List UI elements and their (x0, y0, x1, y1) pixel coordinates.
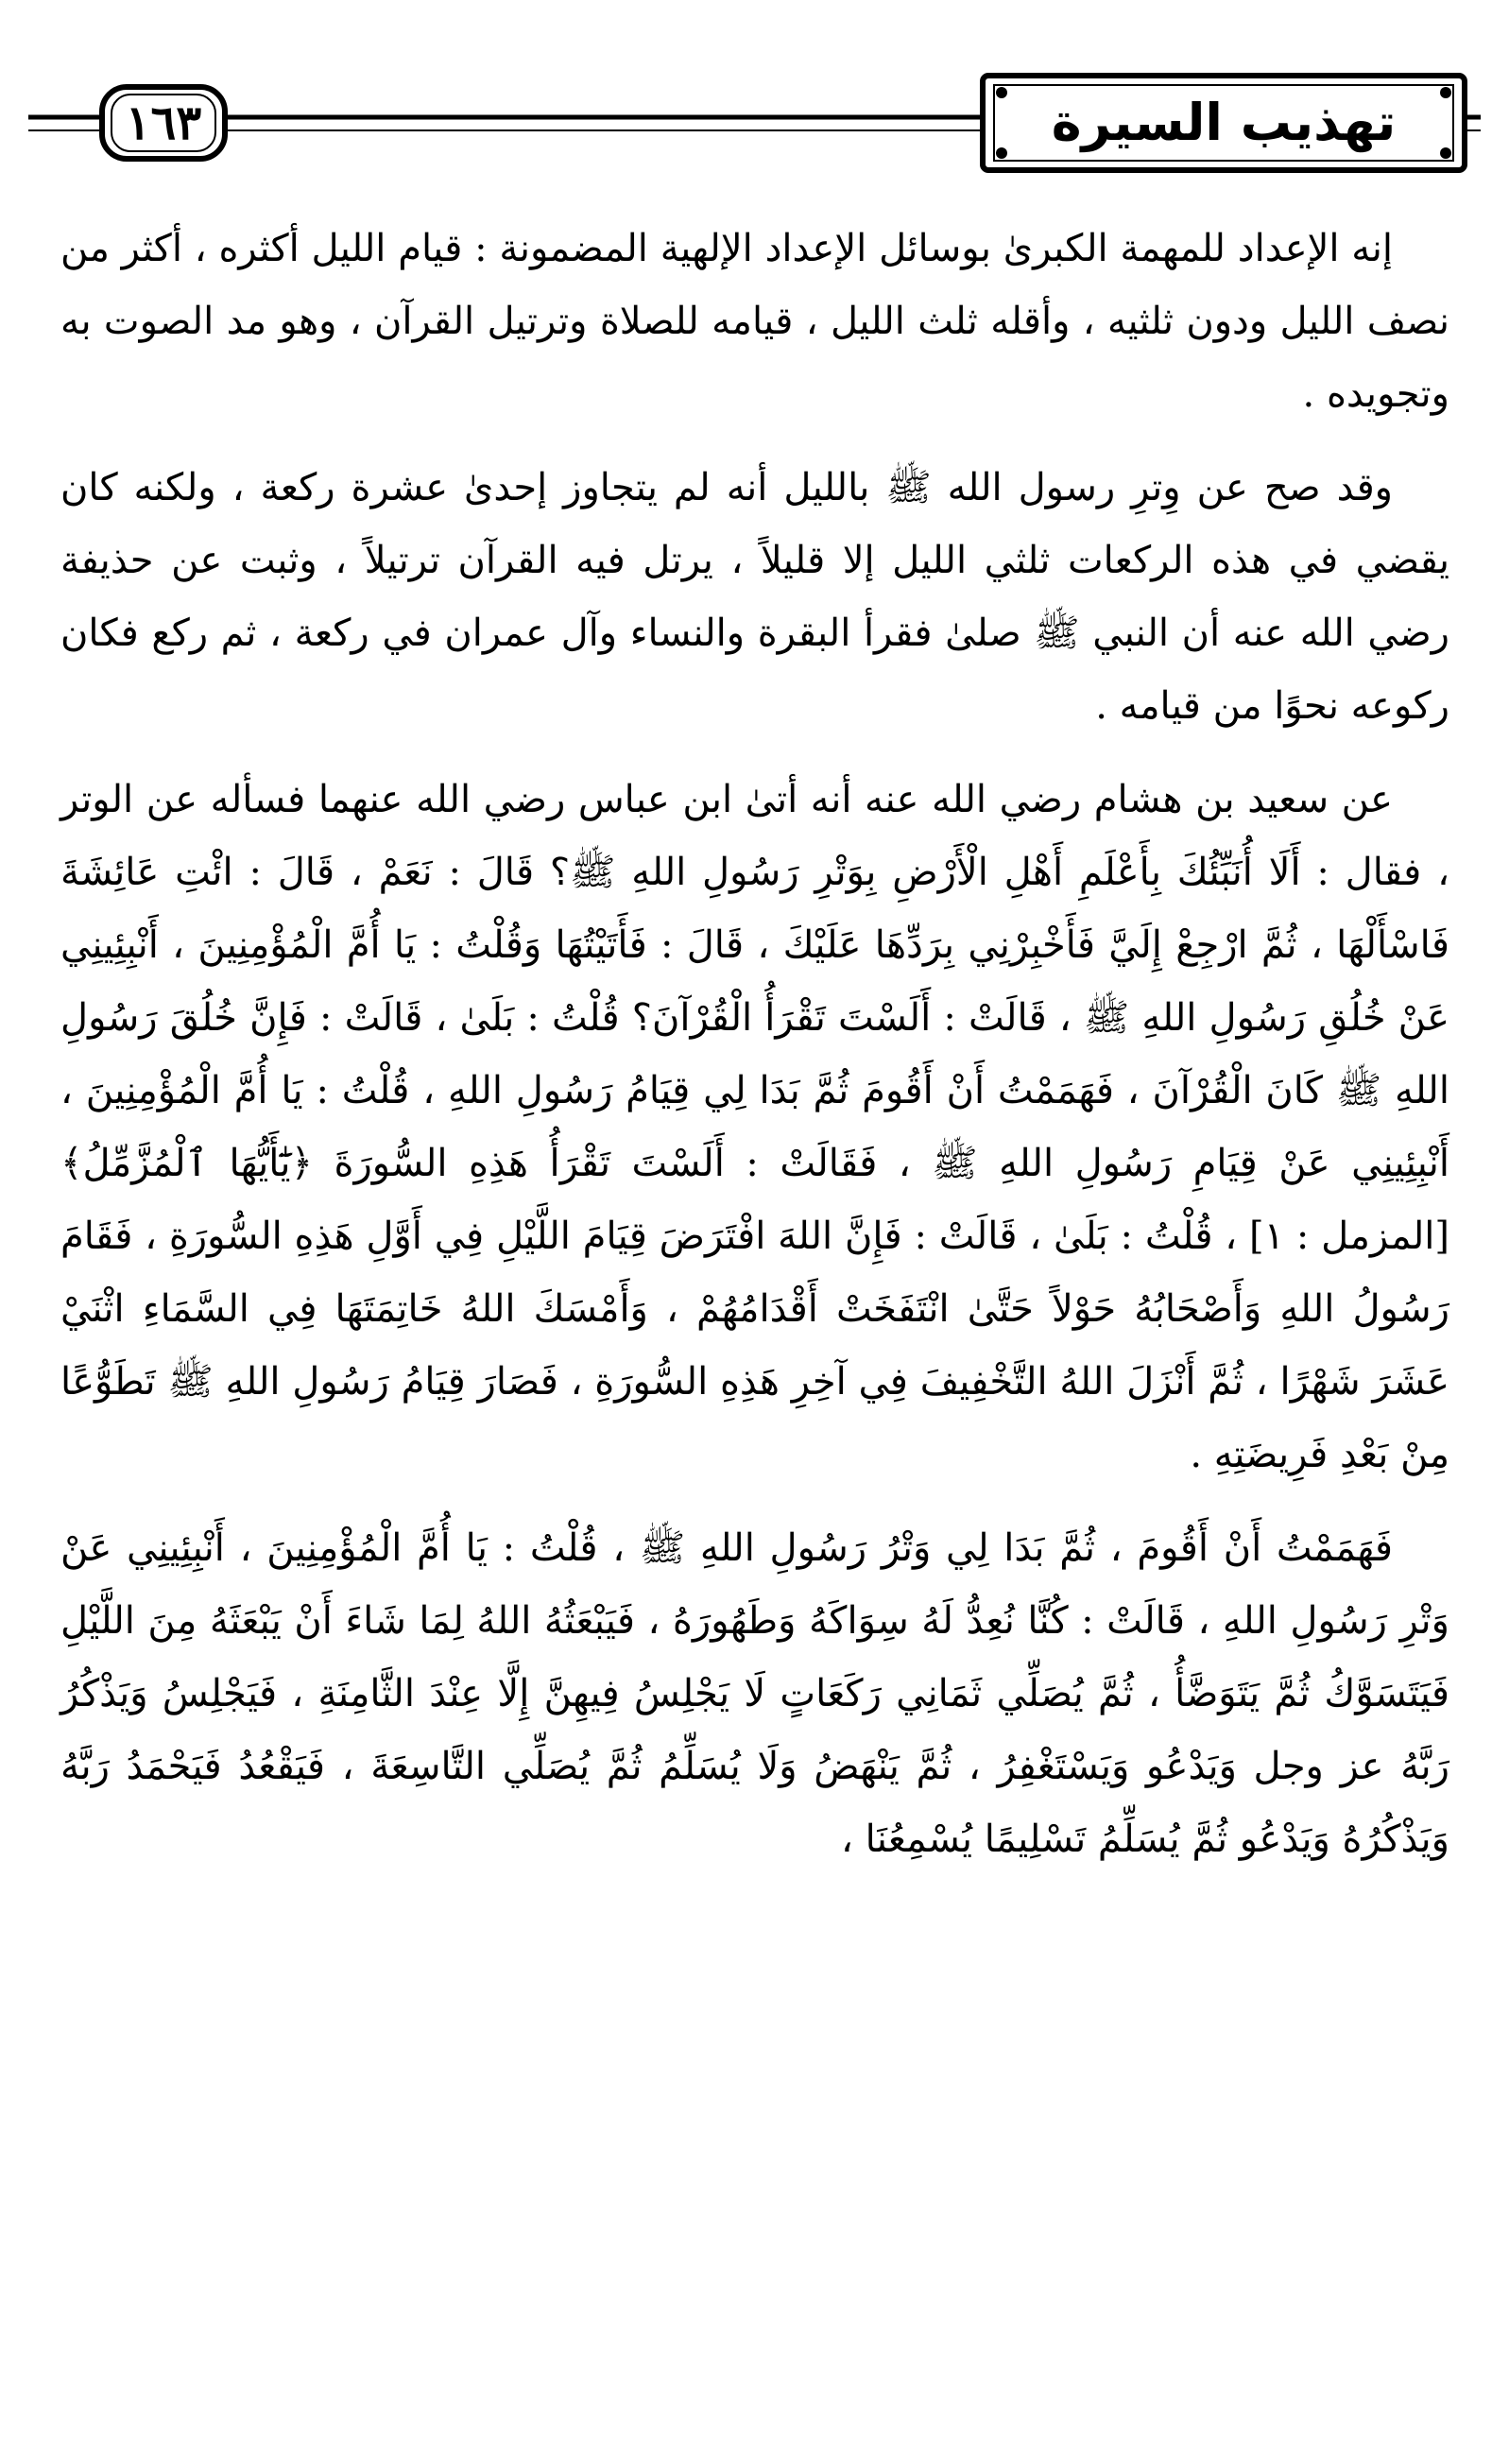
paragraph-1: إنه الإعداد للمهمة الكبرىٰ بوسائل الإعداد الإلهية المضمونة : قيام الليل أكثره ، أكثر من نصف الليل ودون ثلثيه ، وأقله ثلث الليل ، قيامه للصلاة وترتيل القرآن ، وهو مد الصوت به وتجويده . (60, 227, 1449, 416)
page-header (0, 38, 1509, 208)
paragraph-3: عن سعيد بن هشام رضي الله عنه أنه أتىٰ ابن عباس رضي الله عنهما فسأله عن الوتر ، فقال : أَلَا أُنَبِّئُكَ بِأَعْلَمِ أَهْلِ الْأَرْضِ بِوَتْرِ رَسُولِ اللهِ ﷺ؟ قَالَ : نَعَمْ ، قَالَ : ائْتِ عَائِشَةَ فَاسْأَلْهَا ، ثُمَّ ارْجِعْ إِلَيَّ فَأَخْبِرْنِي بِرَدِّهَا عَلَيْكَ ، قَالَ : فَأَتَيْتُهَا وَقُلْتُ : يَا أُمَّ الْمُؤْمِنِينَ ، أَنْبِئِينِي عَنْ خُلُقِ رَسُولِ اللهِ ﷺ ، قَالَتْ : أَلَسْتَ تَقْرَأُ الْقُرْآنَ؟ قُلْتُ : بَلَىٰ ، قَالَتْ : فَإِنَّ خُلُقَ رَسُولِ اللهِ ﷺ كَانَ الْقُرْآنَ ، فَهَمَمْتُ أَنْ أَقُومَ ثُمَّ بَدَا لِي قِيَامُ رَسُولِ اللهِ ، قُلْتُ : يَا أُمَّ الْمُؤْمِنِينَ ، أَنْبِئِينِي عَنْ قِيَامِ رَسُولِ اللهِ ﷺ ، فَقَالَتْ : أَلَسْتَ تَقْرَأُ هَذِهِ السُّورَةَ ﴿يَٰٓأَيُّهَا ٱلْمُزَّمِّلُ﴾ [المزمل : ١] ، قُلْتُ : بَلَىٰ ، قَالَتْ : فَإِنَّ اللهَ افْتَرَضَ قِيَامَ اللَّيْلِ فِي أَوَّلِ هَذِهِ السُّورَةِ ، فَقَامَ رَسُولُ اللهِ وَأَصْحَابُهُ حَوْلاً حَتَّىٰ انْتَفَخَتْ أَقْدَامُهُمْ ، وَأَمْسَكَ اللهُ خَاتِمَتَهَا فِي السَّمَاءِ اثْنَيْ عَشَرَ شَهْرًا ، ثُمَّ أَنْزَلَ اللهُ التَّخْفِيفَ فِي آخِرِ هَذِهِ السُّورَةِ ، فَصَارَ قِيَامُ رَسُولِ اللهِ ﷺ تَطَوُّعًا مِنْ بَعْدِ فَرِيضَتِهِ . (60, 778, 1450, 1476)
page-body (60, 213, 1449, 1876)
paragraph-2: وقد صح عن وِترِ رسول الله ﷺ بالليل أنه لم يتجاوز إحدىٰ عشرة ركعة ، ولكنه كان يقضي في هذه الركعات ثلثي الليل إلا قليلاً ، يرتل فيه القرآن ترتيلاً ، وثبت عن حذيفة رضي الله عنه أن النبي ﷺ صلىٰ فقرأ البقرة والنساء وآل عمران في ركعة ، ثم ركع فكان ركوعه نحوًا من قيامه . (60, 466, 1449, 728)
paragraph-4: فَهَمَمْتُ أَنْ أَقُومَ ، ثُمَّ بَدَا لِي وَتْرُ رَسُولِ اللهِ ﷺ ، قُلْتُ : يَا أُمَّ الْمُؤْمِنِينَ ، أَنْبِئِينِي عَنْ وَتْرِ رَسُولِ اللهِ ، قَالَتْ : كُنَّا نُعِدُّ لَهُ سِوَاكَهُ وَطَهُورَهُ ، فَيَبْعَثُهُ اللهُ لِمَا شَاءَ أَنْ يَبْعَثَهُ مِنَ اللَّيْلِ فَيَتَسَوَّكُ ثُمَّ يَتَوَضَّأُ ، ثُمَّ يُصَلِّي ثَمَانِي رَكَعَاتٍ لَا يَجْلِسُ فِيهِنَّ إِلَّا عِنْدَ الثَّامِنَةِ ، فَيَجْلِسُ وَيَذْكُرُ رَبَّهُ عز وجل وَيَدْعُو وَيَسْتَغْفِرُ ، ثُمَّ يَنْهَضُ وَلَا يُسَلِّمُ ثُمَّ يُصَلِّي التَّاسِعَةَ ، فَيَقْعُدُ فَيَحْمَدُ رَبَّهُ وَيَذْكُرُهُ وَيَدْعُو ثُمَّ يُسَلِّمُ تَسْلِيمًا يُسْمِعُنَا ، (60, 1526, 1449, 1861)
page-number: ١٦٣ (125, 95, 202, 150)
book-title: تهذيب السيرة (1051, 93, 1397, 152)
